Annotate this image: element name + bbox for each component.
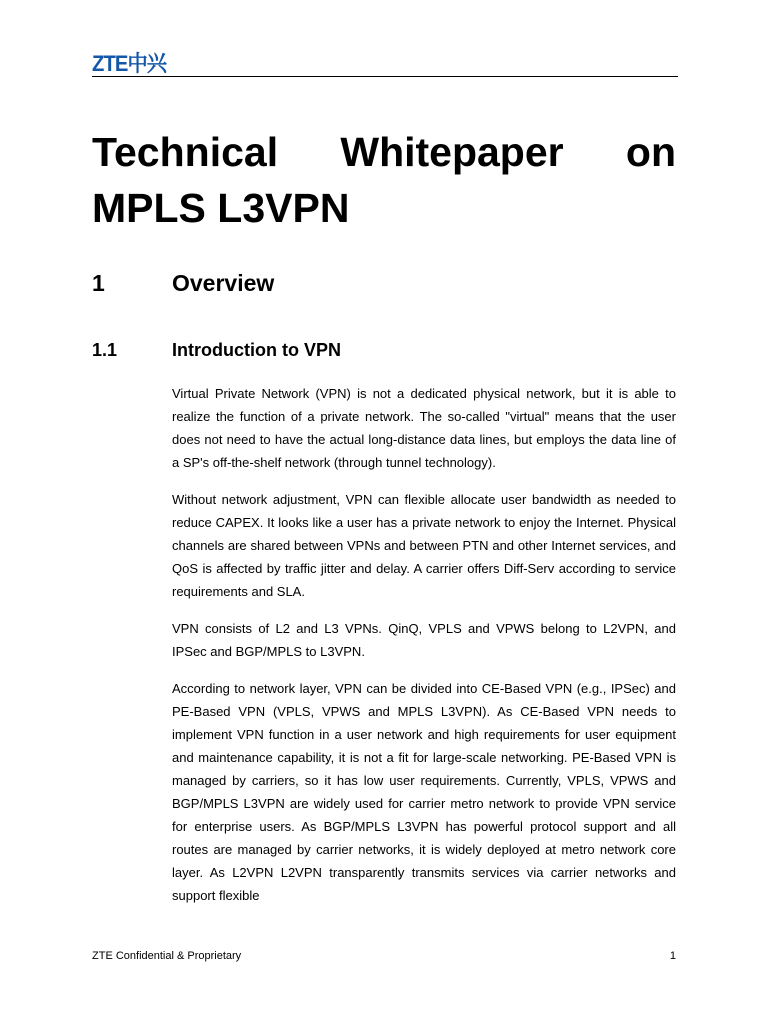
- page-number: 1: [669, 950, 676, 962]
- subsection-title: Introduction to VPN: [172, 340, 341, 360]
- paragraph-2: Without network adjustment, VPN can flexible allocate user bandwidth as needed to reduce CAPEX. It looks like a user has a private network to enjoy the Internet. Physical channels are shared between VPNs and between PTN and other Internet services, and QoS is affected by traffic jitter and delay. A carrier offers Diff-Serv according to service requirements and SLA.: [172, 492, 676, 599]
- footer-confidential: ZTE Confidential & Proprietary: [92, 950, 242, 962]
- paragraph-3: VPN consists of L2 and L3 VPNs. QinQ, VPLS and VPWS belong to L2VPN, and IPSec and BGP/MPLS to L3VPN.: [172, 621, 676, 659]
- document-title: Technical Whitepaper on MPLS L3VPN: [92, 129, 676, 231]
- section-title: Overview: [172, 270, 275, 296]
- subsection-number: 1.1: [92, 340, 118, 360]
- paragraph-1: Virtual Private Network (VPN) is not a dedicated physical network, but it is able to realize the function of a private network. The so-called "virtual" means that the user does not need to have the actual long-distance data lines, but employs the data line of a SP's off-the-shelf network (through tunnel technology).: [172, 386, 676, 470]
- zte-logo: ZTE中兴: [92, 51, 167, 76]
- section-number: 1: [92, 270, 105, 296]
- paragraph-4: According to network layer, VPN can be divided into CE-Based VPN (e.g., IPSec) and PE-Based VPN (VPLS, VPWS and MPLS L3VPN). As CE-Based VPN needs to implement VPN function in a user network and high requirements for user equipment and maintenance capability, it is not a fit for large-scale networking. PE-Based VPN is managed by carriers, so it has low user requirements. Currently, VPLS, VPWS and BGP/MPLS L3VPN are widely used for carrier metro network to provide VPN service for enterprise users. As BGP/MPLS L3VPN has powerful protocol support and all routes are managed by carrier networks, it is widely deployed at metro network core layer. As L2VPN L2VPN transparently transmits services via carrier networks and support flexible: [172, 681, 676, 903]
- header-divider: [92, 76, 678, 77]
